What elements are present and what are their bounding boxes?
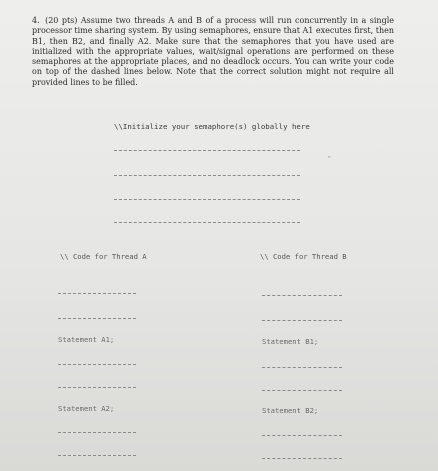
question-text-block	[32, 16, 394, 88]
statement-a2: Statement A2;	[58, 404, 115, 413]
init-line-4[interactable]	[114, 222, 300, 223]
thread-b-line-1[interactable]	[262, 295, 342, 296]
thread-a-label: \\ Code for Thread A	[60, 252, 147, 261]
statement-a1: Statement A1;	[58, 335, 115, 344]
init-line-1[interactable]	[114, 150, 300, 151]
thread-b-line-5[interactable]	[262, 435, 342, 436]
question-number: 4.	[32, 16, 40, 25]
thread-a-line-6[interactable]	[58, 455, 136, 456]
init-line-3[interactable]	[114, 199, 300, 200]
thread-a-line-3[interactable]	[58, 364, 136, 365]
thread-a-line-2[interactable]	[58, 318, 136, 319]
init-comment: \\Initialize your semaphore(s) globally here	[114, 122, 310, 131]
thread-a-line-1[interactable]	[58, 293, 136, 294]
thread-a-line-5[interactable]	[58, 432, 136, 433]
thread-b-label: \\ Code for Thread B	[260, 252, 347, 261]
statement-b1: Statement B1;	[262, 337, 319, 346]
thread-b-line-3[interactable]	[262, 367, 342, 368]
thread-b-line-4[interactable]	[262, 390, 342, 391]
init-line-2[interactable]	[114, 175, 300, 176]
stray-mark: "	[328, 156, 331, 163]
thread-b-line-6[interactable]	[262, 458, 342, 459]
thread-a-line-4[interactable]	[58, 387, 136, 388]
question-body: (20 pts) Assume two threads A and B of a process will run concurrently in a single processor time sharing system. By using semaphores, ensure that A1 executes first, then B1, then B2, and finally A2. Make sure that the semaphores that you have used are initialized with the appropriate values, wait/signal operations are performed on these semaphores at the appropriate places, and no deadlock occurs. You can write your code on top of the dashed lines below. Note that the correct solution might not require all provided lines to be filled.	[32, 16, 394, 87]
thread-b-line-2[interactable]	[262, 320, 342, 321]
statement-b2: Statement B2;	[262, 406, 319, 415]
